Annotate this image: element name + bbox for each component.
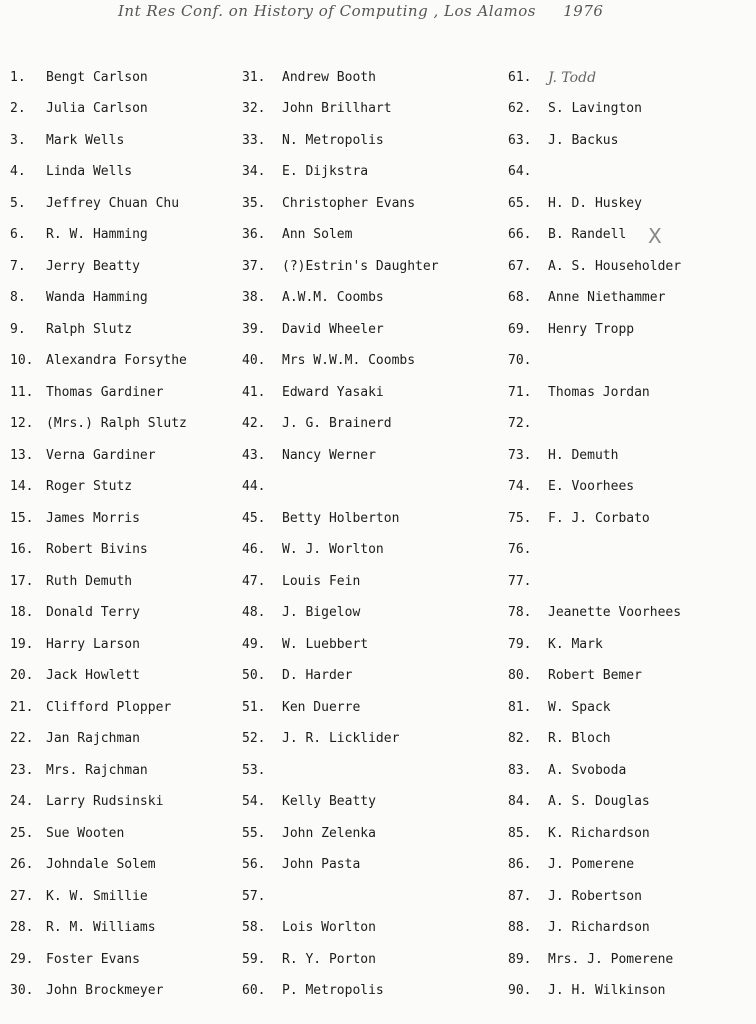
attendee-row bbox=[242, 755, 504, 787]
attendee-number: 72. bbox=[508, 416, 532, 432]
attendee-row bbox=[10, 535, 242, 567]
attendee-number: 67. bbox=[508, 258, 532, 274]
attendee-name: W. Luebbert bbox=[282, 636, 369, 652]
attendee-row bbox=[508, 566, 754, 598]
attendee-number: 89. bbox=[508, 951, 532, 967]
attendee-row bbox=[242, 346, 504, 378]
attendee-name: K. W. Smillie bbox=[46, 888, 148, 904]
attendee-name: R. W. Hamming bbox=[46, 227, 148, 243]
attendee-number: 66. bbox=[508, 227, 532, 243]
attendee-name: Roger Stutz bbox=[46, 479, 133, 495]
attendee-row bbox=[508, 62, 754, 94]
attendee-number: 52. bbox=[242, 731, 266, 747]
attendee-name: (Mrs.) Ralph Slutz bbox=[46, 416, 187, 432]
attendee-row bbox=[242, 157, 504, 189]
attendee-row bbox=[242, 251, 504, 283]
attendee-name: Mrs. Rajchman bbox=[46, 762, 148, 778]
attendee-name: A. S. Householder bbox=[548, 258, 682, 274]
attendee-row bbox=[508, 503, 754, 535]
attendee-number: 75. bbox=[508, 510, 532, 526]
attendee-row bbox=[508, 944, 754, 976]
attendee-row bbox=[508, 913, 754, 945]
attendee-name: Clifford Plopper bbox=[46, 699, 172, 715]
attendee-row bbox=[10, 944, 242, 976]
attendee-number: 31. bbox=[242, 69, 266, 85]
attendee-name: J. Richardson bbox=[548, 920, 650, 936]
attendee-number: 21. bbox=[10, 699, 34, 715]
attendee-row bbox=[242, 472, 504, 504]
attendee-row bbox=[242, 314, 504, 346]
attendee-number: 9. bbox=[10, 321, 26, 337]
attendee-name: A.W.M. Coombs bbox=[282, 290, 384, 306]
attendee-number: 53. bbox=[242, 762, 266, 778]
attendee-name: H. D. Huskey bbox=[548, 195, 642, 211]
attendee-number: 58. bbox=[242, 920, 266, 936]
attendee-row bbox=[508, 157, 754, 189]
attendee-name: R. M. Williams bbox=[46, 920, 156, 936]
attendee-row bbox=[10, 976, 242, 1008]
attendee-number: 24. bbox=[10, 794, 34, 810]
attendee-number: 18. bbox=[10, 605, 34, 621]
attendee-name: David Wheeler bbox=[282, 321, 384, 337]
attendee-row bbox=[508, 755, 754, 787]
attendee-number: 42. bbox=[242, 416, 266, 432]
attendee-row bbox=[508, 850, 754, 882]
attendee-row bbox=[242, 220, 504, 252]
attendee-number: 38. bbox=[242, 290, 266, 306]
attendee-name: Andrew Booth bbox=[282, 69, 376, 85]
attendee-row bbox=[508, 251, 754, 283]
attendee-name: Ann Solem bbox=[282, 227, 353, 243]
attendee-number: 77. bbox=[508, 573, 532, 589]
attendee-name: A. S. Douglas bbox=[548, 794, 650, 810]
attendee-row bbox=[508, 346, 754, 378]
attendee-number: 44. bbox=[242, 479, 266, 495]
attendee-name: Ken Duerre bbox=[282, 699, 361, 715]
attendee-number: 48. bbox=[242, 605, 266, 621]
attendee-number: 64. bbox=[508, 164, 532, 180]
attendee-row bbox=[508, 535, 754, 567]
attendee-number: 71. bbox=[508, 384, 532, 400]
attendee-row bbox=[10, 787, 242, 819]
attendee-row bbox=[508, 440, 754, 472]
attendee-number: 54. bbox=[242, 794, 266, 810]
attendee-number: 35. bbox=[242, 195, 266, 211]
attendee-row bbox=[242, 881, 504, 913]
attendee-row bbox=[242, 566, 504, 598]
attendee-number: 57. bbox=[242, 888, 266, 904]
attendee-number: 17. bbox=[10, 573, 34, 589]
attendee-row bbox=[10, 913, 242, 945]
attendee-number: 1. bbox=[10, 69, 26, 85]
attendee-row bbox=[508, 818, 754, 850]
attendee-name: Thomas Jordan bbox=[548, 384, 650, 400]
attendee-name: Linda Wells bbox=[46, 164, 133, 180]
header-year: 1976 bbox=[563, 2, 604, 20]
attendee-name: Alexandra Forsythe bbox=[46, 353, 187, 369]
attendee-name: Edward Yasaki bbox=[282, 384, 384, 400]
attendee-row bbox=[10, 125, 242, 157]
attendee-number: 78. bbox=[508, 605, 532, 621]
attendee-name: A. Svoboda bbox=[548, 762, 627, 778]
attendee-name: Larry Rudsinski bbox=[46, 794, 164, 810]
attendee-row bbox=[10, 692, 242, 724]
attendee-row bbox=[508, 472, 754, 504]
attendee-row bbox=[10, 472, 242, 504]
attendee-number: 74. bbox=[508, 479, 532, 495]
attendee-number: 83. bbox=[508, 762, 532, 778]
attendee-name: K. Mark bbox=[548, 636, 603, 652]
attendee-number: 70. bbox=[508, 353, 532, 369]
attendee-number: 56. bbox=[242, 857, 266, 873]
attendee-row bbox=[10, 409, 242, 441]
attendee-row bbox=[10, 440, 242, 472]
attendee-name: Betty Holberton bbox=[282, 510, 400, 526]
attendee-name: W. J. Worlton bbox=[282, 542, 384, 558]
attendee-name: Verna Gardiner bbox=[46, 447, 156, 463]
attendee-name: John Pasta bbox=[282, 857, 361, 873]
attendee-name: Ruth Demuth bbox=[46, 573, 133, 589]
attendee-row bbox=[242, 692, 504, 724]
attendee-name: D. Harder bbox=[282, 668, 353, 684]
attendee-number: 20. bbox=[10, 668, 34, 684]
attendee-row bbox=[242, 850, 504, 882]
attendee-number: 41. bbox=[242, 384, 266, 400]
attendee-number: 46. bbox=[242, 542, 266, 558]
attendee-number: 73. bbox=[508, 447, 532, 463]
attendee-name: Mrs W.W.M. Coombs bbox=[282, 353, 416, 369]
attendee-number: 51. bbox=[242, 699, 266, 715]
attendee-name: Mrs. J. Pomerene bbox=[548, 951, 674, 967]
attendee-name: H. Demuth bbox=[548, 447, 619, 463]
attendee-name: Foster Evans bbox=[46, 951, 140, 967]
attendee-number: 15. bbox=[10, 510, 34, 526]
attendee-number: 59. bbox=[242, 951, 266, 967]
attendee-name: J. R. Licklider bbox=[282, 731, 400, 747]
attendee-number: 3. bbox=[10, 132, 26, 148]
attendee-row bbox=[242, 125, 504, 157]
attendee-name: Jeanette Voorhees bbox=[548, 605, 682, 621]
attendee-row bbox=[242, 440, 504, 472]
attendee-row bbox=[242, 724, 504, 756]
attendee-number: 28. bbox=[10, 920, 34, 936]
attendee-number: 12. bbox=[10, 416, 34, 432]
attendee-row bbox=[242, 503, 504, 535]
attendee-number: 68. bbox=[508, 290, 532, 306]
attendee-row bbox=[242, 661, 504, 693]
attendee-number: 29. bbox=[10, 951, 34, 967]
attendee-row bbox=[10, 314, 242, 346]
attendee-name: B. Randell bbox=[548, 227, 627, 243]
attendee-column-1 bbox=[10, 62, 242, 1007]
attendee-number: 10. bbox=[10, 353, 34, 369]
attendee-row bbox=[10, 283, 242, 315]
attendee-number: 84. bbox=[508, 794, 532, 810]
attendee-number: 63. bbox=[508, 132, 532, 148]
attendee-name: R. Y. Porton bbox=[282, 951, 376, 967]
attendee-row bbox=[10, 661, 242, 693]
attendee-name: K. Richardson bbox=[548, 825, 650, 841]
attendee-name: Jeffrey Chuan Chu bbox=[46, 195, 180, 211]
attendee-name: Sue Wooten bbox=[46, 825, 125, 841]
attendee-name: Julia Carlson bbox=[46, 101, 148, 117]
attendee-name: (?)Estrin's Daughter bbox=[282, 258, 439, 274]
attendee-row bbox=[10, 94, 242, 126]
attendee-number: 69. bbox=[508, 321, 532, 337]
attendee-row bbox=[10, 220, 242, 252]
attendee-number: 76. bbox=[508, 542, 532, 558]
attendee-name: Lois Worlton bbox=[282, 920, 376, 936]
attendee-row bbox=[10, 818, 242, 850]
attendee-name: Jack Howlett bbox=[46, 668, 140, 684]
attendee-row bbox=[10, 251, 242, 283]
attendee-row bbox=[10, 755, 242, 787]
attendee-name: Mark Wells bbox=[46, 132, 125, 148]
attendee-name: Donald Terry bbox=[46, 605, 140, 621]
attendee-name: J. Pomerene bbox=[548, 857, 635, 873]
attendee-row bbox=[242, 283, 504, 315]
attendee-row bbox=[10, 188, 242, 220]
attendee-row bbox=[508, 881, 754, 913]
attendee-row bbox=[10, 724, 242, 756]
attendee-number: 85. bbox=[508, 825, 532, 841]
attendee-row bbox=[10, 850, 242, 882]
attendee-name: Harry Larson bbox=[46, 636, 140, 652]
attendee-number: 13. bbox=[10, 447, 34, 463]
attendee-number: 79. bbox=[508, 636, 532, 652]
handwritten-x-mark: X bbox=[648, 224, 662, 248]
attendee-name: P. Metropolis bbox=[282, 983, 384, 999]
attendee-number: 26. bbox=[10, 857, 34, 873]
attendee-row bbox=[508, 692, 754, 724]
attendee-number: 23. bbox=[10, 762, 34, 778]
attendee-name: Robert Bivins bbox=[46, 542, 148, 558]
attendee-row bbox=[508, 409, 754, 441]
attendee-number: 32. bbox=[242, 101, 266, 117]
attendee-name: J. H. Wilkinson bbox=[548, 983, 666, 999]
attendee-name: Robert Bemer bbox=[548, 668, 642, 684]
attendee-row bbox=[508, 188, 754, 220]
attendee-name: E. Dijkstra bbox=[282, 164, 369, 180]
attendee-name: Johndale Solem bbox=[46, 857, 156, 873]
attendee-number: 45. bbox=[242, 510, 266, 526]
attendee-row bbox=[10, 566, 242, 598]
attendee-number: 16. bbox=[10, 542, 34, 558]
attendee-number: 55. bbox=[242, 825, 266, 841]
attendee-row bbox=[508, 125, 754, 157]
attendee-name: W. Spack bbox=[548, 699, 611, 715]
attendee-row bbox=[242, 944, 504, 976]
attendee-number: 8. bbox=[10, 290, 26, 306]
attendee-number: 5. bbox=[10, 195, 26, 211]
attendee-row bbox=[508, 598, 754, 630]
attendee-number: 11. bbox=[10, 384, 34, 400]
attendee-number: 2. bbox=[10, 101, 26, 117]
attendee-row bbox=[242, 188, 504, 220]
attendee-name: Henry Tropp bbox=[548, 321, 635, 337]
attendee-name: Bengt Carlson bbox=[46, 69, 148, 85]
attendee-number: 61. bbox=[508, 69, 532, 85]
attendee-row bbox=[242, 787, 504, 819]
attendee-name: John Zelenka bbox=[282, 825, 376, 841]
attendee-name: J. Bigelow bbox=[282, 605, 361, 621]
attendee-name: Louis Fein bbox=[282, 573, 361, 589]
attendee-row bbox=[242, 409, 504, 441]
attendee-row bbox=[10, 598, 242, 630]
attendee-number: 60. bbox=[242, 983, 266, 999]
attendee-row bbox=[242, 62, 504, 94]
attendee-row bbox=[10, 503, 242, 535]
attendee-number: 19. bbox=[10, 636, 34, 652]
attendee-name: Ralph Slutz bbox=[46, 321, 133, 337]
attendee-number: 87. bbox=[508, 888, 532, 904]
handwritten-header bbox=[118, 2, 603, 20]
attendee-number: 4. bbox=[10, 164, 26, 180]
attendee-name: Thomas Gardiner bbox=[46, 384, 164, 400]
attendee-row bbox=[242, 818, 504, 850]
attendee-row bbox=[508, 976, 754, 1008]
attendee-number: 43. bbox=[242, 447, 266, 463]
attendee-row bbox=[242, 976, 504, 1008]
attendee-number: 47. bbox=[242, 573, 266, 589]
attendee-name: Jerry Beatty bbox=[46, 258, 140, 274]
attendee-row bbox=[508, 629, 754, 661]
attendee-row bbox=[10, 629, 242, 661]
attendee-number: 50. bbox=[242, 668, 266, 684]
attendee-row bbox=[242, 94, 504, 126]
attendee-number: 25. bbox=[10, 825, 34, 841]
attendee-number: 65. bbox=[508, 195, 532, 211]
attendee-column-3 bbox=[508, 62, 754, 1007]
attendee-number: 33. bbox=[242, 132, 266, 148]
attendee-row bbox=[508, 787, 754, 819]
attendee-row bbox=[10, 881, 242, 913]
attendee-name: Nancy Werner bbox=[282, 447, 376, 463]
attendee-name: James Morris bbox=[46, 510, 140, 526]
attendee-name: J. G. Brainerd bbox=[282, 416, 392, 432]
attendee-name: Christopher Evans bbox=[282, 195, 416, 211]
attendee-row bbox=[508, 220, 754, 252]
attendee-row bbox=[10, 346, 242, 378]
header-title: Int Res Conf. on History of Computing , Los Alamos bbox=[118, 2, 536, 20]
attendee-number: 22. bbox=[10, 731, 34, 747]
attendee-name: E. Voorhees bbox=[548, 479, 635, 495]
attendee-name: R. Bloch bbox=[548, 731, 611, 747]
attendee-number: 88. bbox=[508, 920, 532, 936]
attendee-number: 39. bbox=[242, 321, 266, 337]
attendee-row bbox=[508, 377, 754, 409]
attendee-name: N. Metropolis bbox=[282, 132, 384, 148]
attendee-row bbox=[10, 157, 242, 189]
attendee-number: 36. bbox=[242, 227, 266, 243]
attendee-number: 40. bbox=[242, 353, 266, 369]
attendee-name: S. Lavington bbox=[548, 101, 642, 117]
attendee-row bbox=[508, 724, 754, 756]
attendee-column-2 bbox=[242, 62, 504, 1007]
attendee-row bbox=[242, 377, 504, 409]
attendee-name: Jan Rajchman bbox=[46, 731, 140, 747]
attendee-row bbox=[242, 598, 504, 630]
attendee-number: 34. bbox=[242, 164, 266, 180]
attendee-name: Kelly Beatty bbox=[282, 794, 376, 810]
attendee-row bbox=[508, 94, 754, 126]
attendee-number: 6. bbox=[10, 227, 26, 243]
attendee-number: 14. bbox=[10, 479, 34, 495]
attendee-name: John Brillhart bbox=[282, 101, 392, 117]
attendee-name: J. Robertson bbox=[548, 888, 642, 904]
attendee-number: 62. bbox=[508, 101, 532, 117]
attendee-row bbox=[10, 377, 242, 409]
attendee-name: J. Backus bbox=[548, 132, 619, 148]
attendee-name: J. Todd bbox=[548, 69, 597, 86]
attendee-row bbox=[508, 283, 754, 315]
attendee-number: 86. bbox=[508, 857, 532, 873]
attendee-name: John Brockmeyer bbox=[46, 983, 164, 999]
attendee-row bbox=[508, 314, 754, 346]
attendee-row bbox=[242, 629, 504, 661]
attendee-number: 81. bbox=[508, 699, 532, 715]
attendee-name: Wanda Hamming bbox=[46, 290, 148, 306]
attendee-number: 7. bbox=[10, 258, 26, 274]
attendee-number: 90. bbox=[508, 983, 532, 999]
attendee-row bbox=[10, 62, 242, 94]
attendee-number: 30. bbox=[10, 983, 34, 999]
attendee-row bbox=[242, 535, 504, 567]
attendee-row bbox=[242, 913, 504, 945]
attendee-number: 49. bbox=[242, 636, 266, 652]
attendee-number: 27. bbox=[10, 888, 34, 904]
attendee-number: 80. bbox=[508, 668, 532, 684]
attendee-number: 82. bbox=[508, 731, 532, 747]
attendee-number: 37. bbox=[242, 258, 266, 274]
attendee-name: F. J. Corbato bbox=[548, 510, 650, 526]
attendee-row bbox=[508, 661, 754, 693]
attendee-name: Anne Niethammer bbox=[548, 290, 666, 306]
